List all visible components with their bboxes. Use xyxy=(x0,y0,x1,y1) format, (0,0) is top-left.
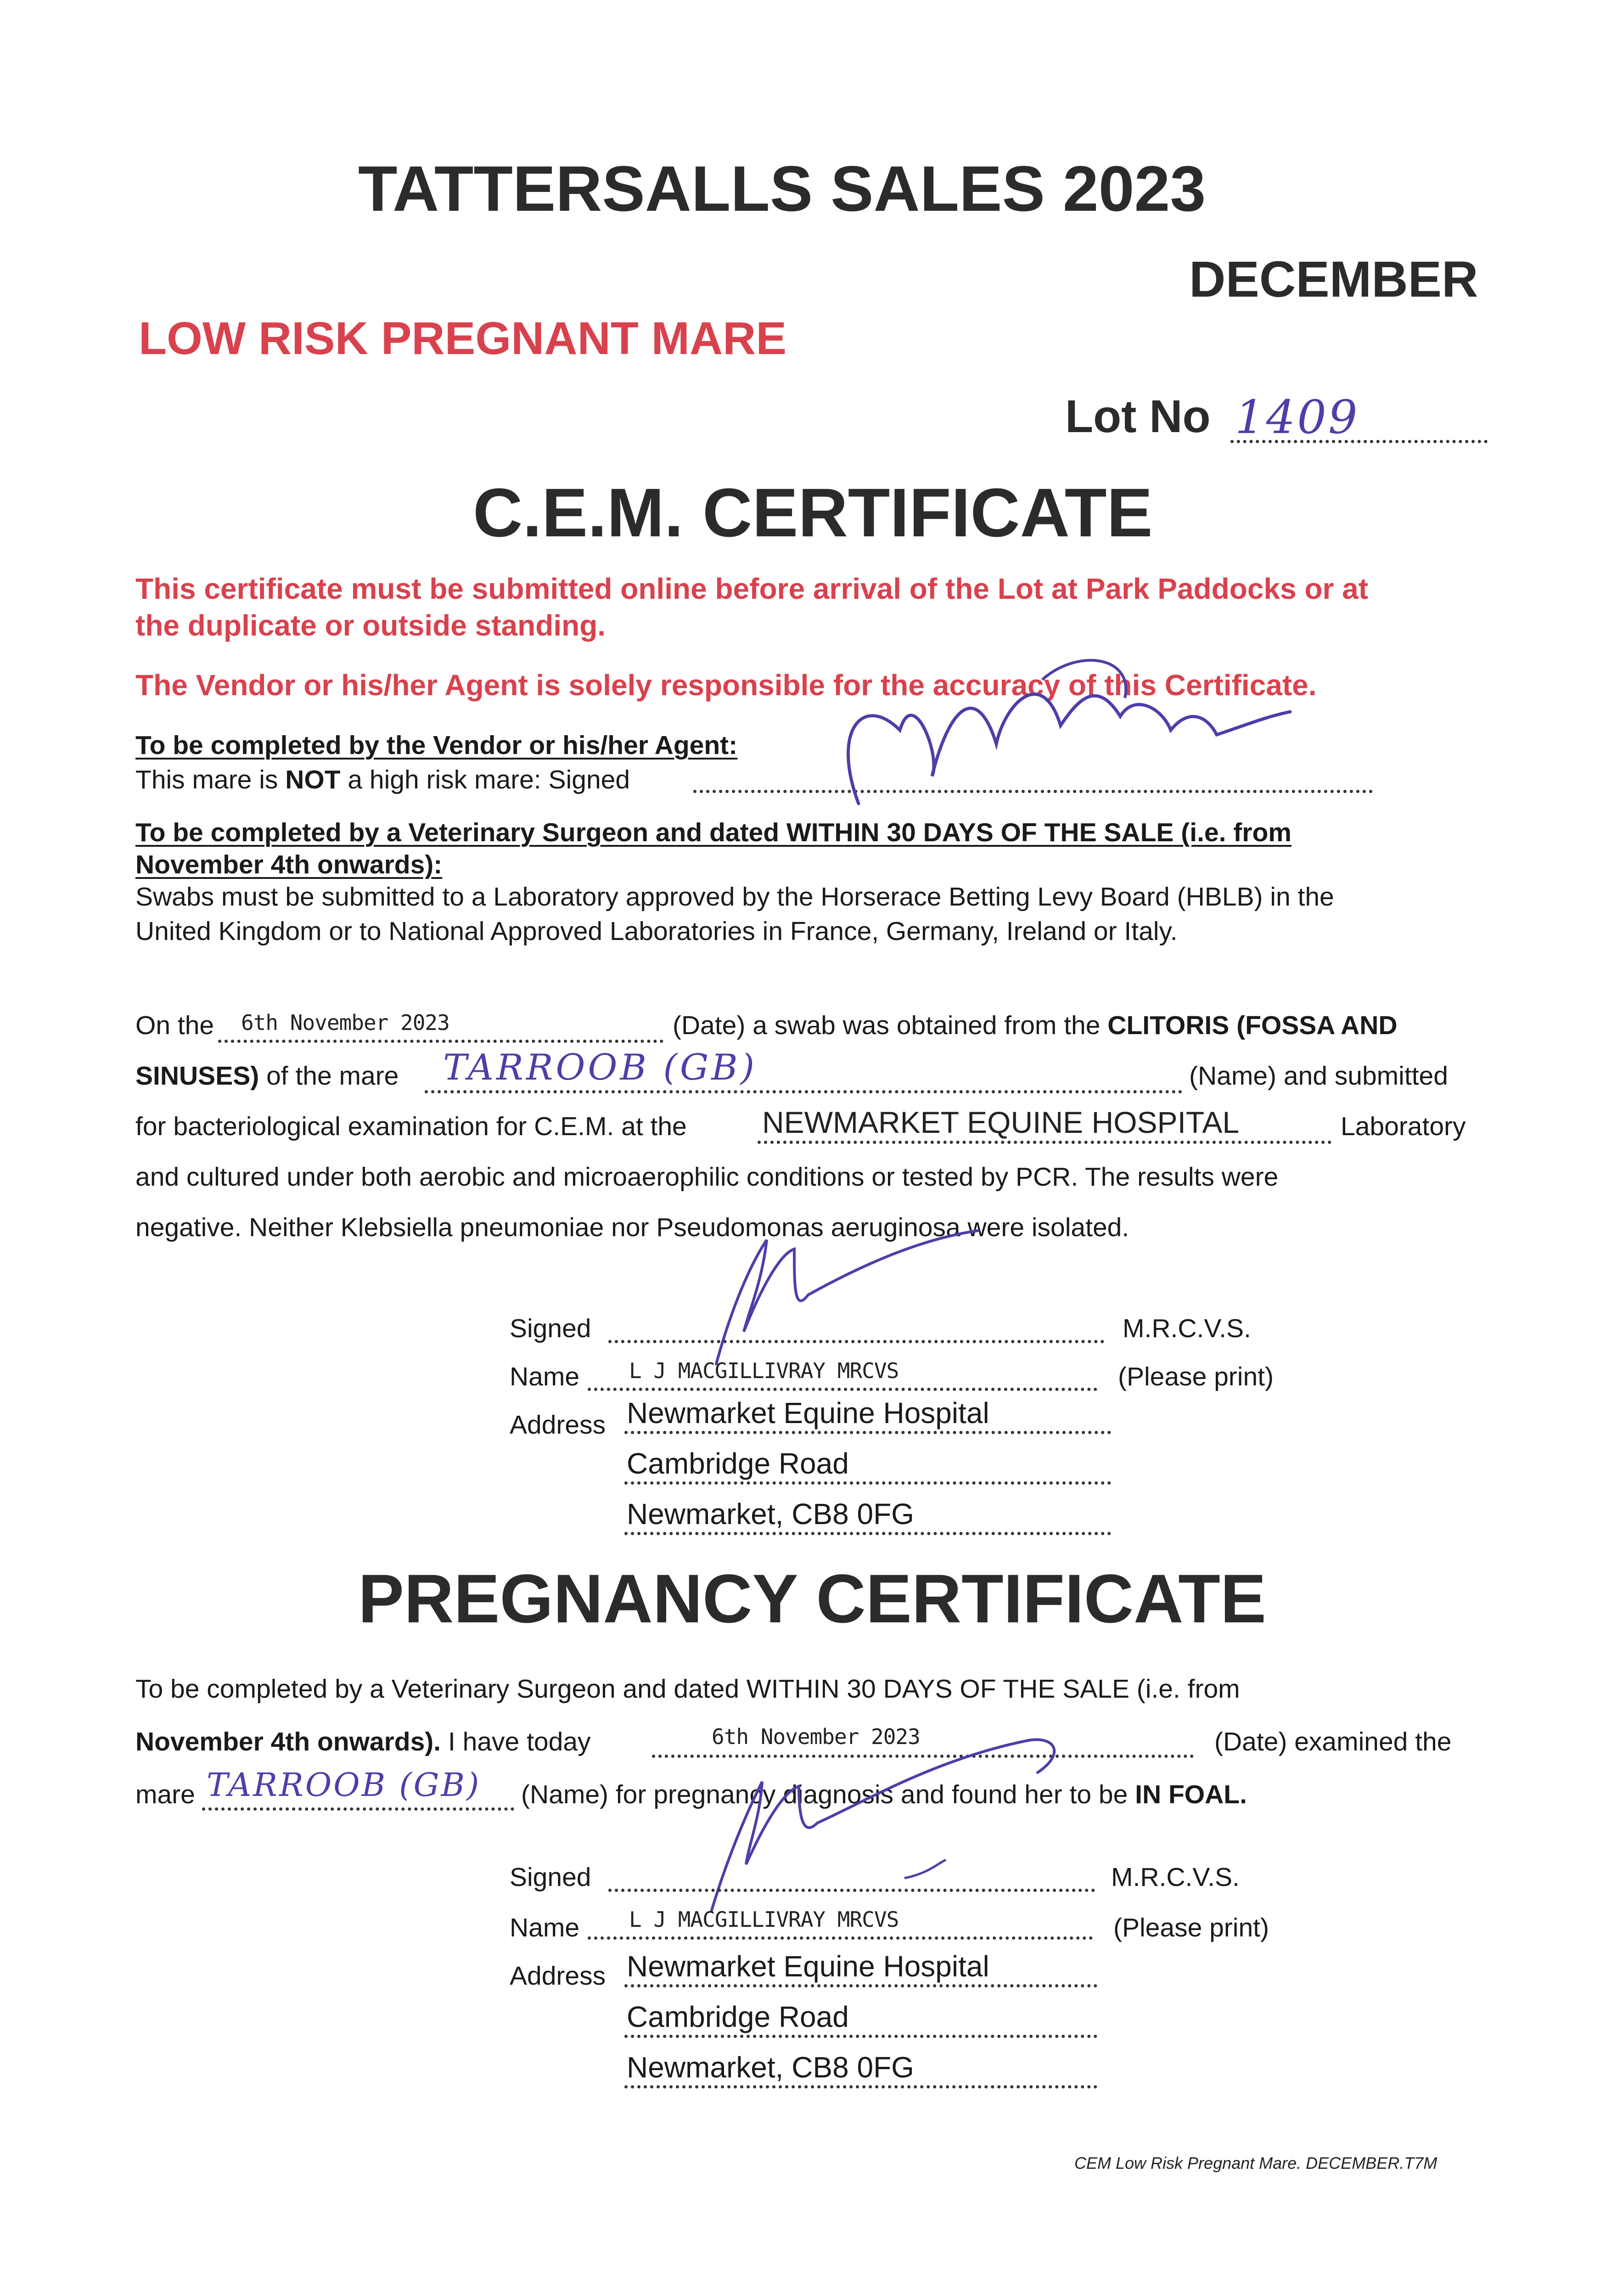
pregnancy-address-3: Newmarket, CB8 0FG xyxy=(627,2051,914,2084)
cem-vet-name-field[interactable] xyxy=(588,1359,1097,1391)
date-suffix-text: (Date) a swab was obtained from the xyxy=(673,1011,1108,1040)
cem-date-suffix xyxy=(673,1010,1398,1041)
pregnancy-date-suffix: (Date) examined the xyxy=(1214,1727,1452,1756)
pregnancy-please-print: (Please print) xyxy=(1113,1913,1269,1942)
cem-name-label: Name xyxy=(510,1362,580,1391)
lab-name: NEWMARKET EQUINE HOSPITAL xyxy=(762,1105,1240,1139)
vet-heading-a: To be completed by a Veterinary Surgeon and dated WITHIN 30 DAYS OF THE SALE (i.e. from xyxy=(135,818,1292,847)
cem-address-line-3[interactable] xyxy=(624,1497,1111,1535)
footer-form-code: CEM Low Risk Pregnant Mare. DECEMBER.T7M xyxy=(1074,2154,1438,2172)
pregnancy-vet-name-field[interactable] xyxy=(588,1908,1093,1940)
vendor-declaration xyxy=(135,765,630,795)
name-and-submitted: (Name) and submitted xyxy=(1189,1061,1448,1091)
cem-mare-name-field[interactable] xyxy=(425,1047,1182,1093)
cem-address-label: Address xyxy=(510,1410,606,1440)
pregnancy-address-1: Newmarket Equine Hospital xyxy=(627,1950,989,1983)
vendor-heading: To be completed by the Vendor or his/her Agent: xyxy=(135,731,738,760)
pregnancy-line-1: To be completed by a Veterinary Surgeon and dated WITHIN 30 DAYS OF THE SALE (i.e. from xyxy=(135,1674,1240,1704)
page-title: TATTERSALLS SALES 2023 xyxy=(358,152,1206,225)
pregnancy-address-2: Cambridge Road xyxy=(627,2000,849,2033)
cem-address-3: Newmarket, CB8 0FG xyxy=(627,1497,914,1531)
cem-please-print: (Please print) xyxy=(1118,1362,1274,1391)
cem-mare-name: TARROOB (GB) xyxy=(443,1047,758,1088)
clitoris-text: CLITORIS (FOSSA AND xyxy=(1107,1011,1398,1040)
i-have-today-text: I have today xyxy=(441,1727,591,1756)
pregnancy-address-line-1[interactable] xyxy=(624,1949,1097,1987)
vendor-signed-label: a high risk mare: Signed xyxy=(340,765,630,794)
cem-notice-1a: This certificate must be submitted online before arrival of the Lot at Park Paddocks or at xyxy=(135,572,1369,605)
laboratory-label: Laboratory xyxy=(1341,1112,1466,1141)
cem-address-line-2[interactable] xyxy=(624,1446,1111,1485)
sinuses-text: SINUSES) xyxy=(135,1061,259,1091)
pregnancy-vet-name: L J MACGILLIVRAY MRCVS xyxy=(629,1907,899,1932)
of-the-mare-text: of the mare xyxy=(259,1061,399,1091)
pregnancy-mrcvs: M.R.C.V.S. xyxy=(1111,1863,1240,1892)
bacteriological-text: for bacteriological examination for C.E.M. at the xyxy=(135,1112,687,1141)
cem-heading: C.E.M. CERTIFICATE xyxy=(473,474,1153,551)
cem-address-line-1[interactable] xyxy=(624,1396,1111,1434)
cultured-text: and cultured under both aerobic and microaerophilic conditions or tested by PCR. The results were xyxy=(135,1162,1279,1192)
cem-notice-2: The Vendor or his/her Agent is solely responsible for the accuracy of this Certificate. xyxy=(135,669,1317,702)
pregnancy-date-value: 6th November 2023 xyxy=(712,1724,920,1749)
lab-name-field[interactable] xyxy=(758,1107,1331,1144)
pregnancy-line-2 xyxy=(135,1727,591,1757)
in-foal-text: IN FOAL. xyxy=(1135,1780,1247,1809)
on-the-label: On the xyxy=(135,1011,214,1040)
cem-date-value: 6th November 2023 xyxy=(241,1010,449,1035)
cem-mrcvs: M.R.C.V.S. xyxy=(1123,1314,1251,1343)
cem-signed-label: Signed xyxy=(510,1314,591,1343)
negative-text: negative. Neither Klebsiella pneumoniae nor Pseudomonas aeruginosa were isolated. xyxy=(135,1213,1129,1242)
cem-address-2: Cambridge Road xyxy=(627,1447,849,1480)
cem-date-field[interactable] xyxy=(218,1010,663,1043)
lot-label: Lot No xyxy=(1065,391,1211,442)
pregnancy-address-line-3[interactable] xyxy=(624,2050,1097,2088)
vendor-not: NOT xyxy=(285,765,341,794)
pregnancy-diagnosis-text: (Name) for pregnancy diagnosis and found her to be xyxy=(521,1780,1135,1809)
vet-heading-b: November 4th onwards): xyxy=(135,850,443,879)
nov-4th-text: November 4th onwards). xyxy=(135,1727,441,1756)
cem-vet-signature xyxy=(657,1212,1024,1378)
mare-category: LOW RISK PREGNANT MARE xyxy=(139,313,787,364)
cem-notice-1b: the duplicate or outside standing. xyxy=(135,609,606,642)
pregnancy-mare-name-field[interactable] xyxy=(202,1766,514,1811)
pregnancy-address-line-2[interactable] xyxy=(624,2000,1097,2038)
pregnancy-name-label: Name xyxy=(510,1913,580,1942)
pregnancy-signed-field[interactable] xyxy=(608,1871,1095,1892)
cem-vet-name: L J MACGILLIVRAY MRCVS xyxy=(629,1358,899,1383)
sinuses-line xyxy=(135,1061,399,1091)
cem-address-1: Newmarket Equine Hospital xyxy=(627,1396,989,1429)
pregnancy-heading: PREGNANCY CERTIFICATE xyxy=(358,1560,1266,1637)
pregnancy-mare-name: TARROOB (GB) xyxy=(207,1766,481,1804)
lot-number: 1409 xyxy=(1235,390,1359,444)
cem-signed-field[interactable] xyxy=(608,1322,1104,1343)
sale-month: DECEMBER xyxy=(1189,251,1478,308)
pregnancy-address-label: Address xyxy=(510,1961,606,1991)
swabs-text-b: United Kingdom or to National Approved Laboratories in France, Germany, Ireland or Italy. xyxy=(135,917,1178,946)
vendor-line-text: This mare is xyxy=(135,765,286,794)
lot-number-field[interactable] xyxy=(1230,390,1488,444)
swabs-text-a: Swabs must be submitted to a Laboratory approved by the Horserace Betting Levy Board (HBLB) in the xyxy=(135,882,1334,912)
vendor-signature xyxy=(803,638,1309,822)
pregnancy-mare-label: mare xyxy=(135,1780,195,1809)
pregnancy-signed-label: Signed xyxy=(510,1863,591,1892)
